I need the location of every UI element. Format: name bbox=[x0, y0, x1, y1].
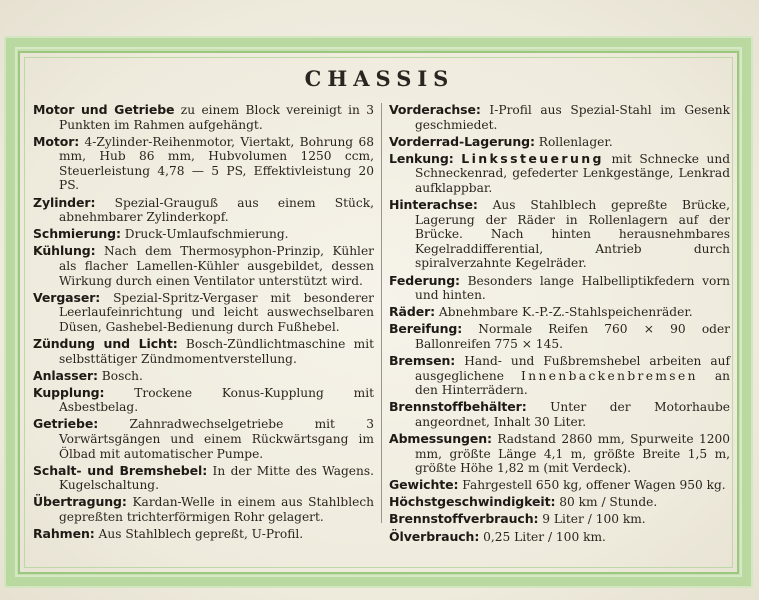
spec-text: Spezial-Grauguß aus einem Stück, abnehmbarer Zylinderkopf. bbox=[59, 195, 374, 225]
spec-text: Radstand 2860 mm, Spurweite 1200 mm, größte Länge 4,1 m, größte Breite 1,5 m, größte Höhe 1,82 m (mit Verdeck). bbox=[415, 431, 730, 476]
spec-entry-vorderachse bbox=[389, 103, 730, 132]
spec-text: mit Schnecke und Schneckenrad, gefederter Lenkgestänge, Lenkrad aufklappbar. bbox=[415, 151, 731, 195]
spec-text: Druck-Umlaufschmierung. bbox=[120, 227, 289, 242]
spec-entry-vergaser bbox=[33, 291, 374, 335]
spec-label: Abmessungen: bbox=[389, 430, 492, 446]
spec-entry-schalthebel bbox=[33, 464, 374, 493]
spec-text: Fahrgestell 650 kg, offener Wagen 950 kg. bbox=[458, 478, 726, 493]
spec-label: Lenkung: bbox=[389, 150, 454, 166]
spec-entry-kuehlung bbox=[33, 244, 374, 288]
spec-label: Federung: bbox=[389, 272, 460, 288]
spec-label: Getriebe: bbox=[33, 416, 99, 432]
spec-entry-motor bbox=[33, 135, 374, 193]
spec-entry-brennstoffverbrauch bbox=[389, 512, 730, 527]
spec-text: zu einem Block vereinigt in 3 Punkten im Rahmen aufgehängt. bbox=[59, 103, 374, 132]
right-column bbox=[389, 103, 730, 547]
spec-label: Brennstoffbehälter: bbox=[389, 399, 527, 415]
spec-label: Hinterachse: bbox=[389, 197, 478, 213]
spec-label: Ölverbrauch: bbox=[389, 528, 480, 544]
spec-label: Schalt- und Bremshebel: bbox=[33, 462, 208, 478]
spec-text: In der Mitte des Wagens. Kugelschaltung. bbox=[59, 463, 374, 493]
left-column bbox=[33, 103, 374, 544]
spec-entry-uebertragung bbox=[33, 495, 374, 524]
spec-text: Aus Stahlblech gepreßte Brücke, Lagerung der Räder in Rollenlagern auf der Brücke. Nach hinten herausnehmbares Kegelraddifferential, Antrieb durch spiralverzahnte Kegelräder. bbox=[415, 198, 730, 271]
spec-label: Bremsen: bbox=[389, 353, 456, 368]
spec-entry-abmessungen bbox=[389, 432, 730, 476]
spec-label: Rahmen: bbox=[33, 526, 95, 542]
spec-label: Anlasser: bbox=[33, 367, 98, 383]
spec-entry-vorderrad-lagerung bbox=[389, 135, 730, 150]
spec-entry-rahmen bbox=[33, 527, 374, 542]
spec-label: Zylinder: bbox=[33, 194, 96, 210]
spec-text: Kardan-Welle in einem aus Stahlblech gepreßten trichterförmigen Rohr gelagert. bbox=[59, 495, 374, 524]
spec-text: 0,25 Liter / 100 km. bbox=[479, 529, 606, 544]
spec-entry-gewichte bbox=[389, 478, 730, 493]
spec-label: Übertragung: bbox=[33, 494, 127, 510]
spec-label: Vergaser: bbox=[33, 289, 101, 305]
spec-label: Bereifung: bbox=[389, 321, 463, 337]
spec-label: Vorderachse: bbox=[389, 102, 481, 117]
spec-label: Kupplung: bbox=[33, 384, 105, 400]
spec-text: Besonders lange Halbelliptikfedern vorn und hinten. bbox=[415, 273, 730, 303]
spec-text: Unter der Motorhaube angeordnet, Inhalt 30 Liter. bbox=[415, 400, 730, 429]
spec-label: Kühlung: bbox=[33, 243, 96, 259]
spec-text: 80 km / Stunde. bbox=[555, 495, 658, 510]
spec-label: Gewichte: bbox=[389, 477, 459, 493]
column-divider bbox=[381, 103, 382, 523]
spec-label: Vorderrad-Lagerung: bbox=[389, 133, 535, 149]
spec-text: Spezial-Spritz-Vergaser mit besonderer Leerlaufeinrichtung und leicht auswechselbaren Düsen, Gashebel-Bedienung durch Fußhebel. bbox=[59, 290, 374, 334]
spec-entry-bereifung bbox=[389, 322, 730, 351]
spec-entry-getriebe bbox=[33, 417, 374, 461]
spec-entry-bremsen bbox=[389, 354, 730, 398]
spec-text: Rollenlager. bbox=[534, 134, 613, 149]
spec-entry-hoechstgeschwindigkeit bbox=[389, 495, 730, 510]
spec-entry-motor-getriebe bbox=[33, 103, 374, 132]
page-title: CHASSIS bbox=[304, 66, 455, 91]
spec-emphasis: Innenbackenbremsen bbox=[521, 368, 698, 383]
spec-label: Höchstgeschwindigkeit: bbox=[389, 494, 556, 510]
spec-label: Schmierung: bbox=[33, 226, 121, 242]
spec-text: Abnehmbare K.-P.-Z.-Stahlspeichenräder. bbox=[435, 305, 693, 320]
spec-text: Zahnradwechselgetriebe mit 3 Vorwärtsgängen und einem Rückwärtsgang im Ölbad mit automatischer Pumpe. bbox=[59, 417, 374, 461]
spec-label: Motor und Getriebe bbox=[33, 102, 175, 117]
spec-entry-anlasser bbox=[33, 369, 374, 384]
spec-entry-zylinder bbox=[33, 196, 374, 225]
spec-emphasis: Linkssteuerung bbox=[461, 150, 604, 166]
spec-entry-oelverbrauch bbox=[389, 530, 730, 545]
spec-text: Bosch-Zündlichtmaschine mit selbsttätiger Zündmomentverstellung. bbox=[59, 336, 374, 366]
spec-label: Räder: bbox=[389, 304, 436, 320]
spec-entry-zuendung bbox=[33, 337, 374, 366]
spec-text: Hand- und Fußbremshebel arbeiten auf ausgeglichene bbox=[415, 354, 730, 383]
spec-text: Bosch. bbox=[97, 368, 143, 383]
spec-entry-hinterachse bbox=[389, 198, 730, 271]
spec-text: an den Hinterrädern. bbox=[415, 368, 730, 398]
spec-text: Normale Reifen 760 × 90 oder Ballonreifen 775 × 145. bbox=[415, 322, 730, 351]
spec-label: Motor: bbox=[33, 133, 80, 149]
spec-text: Nach dem Thermosyphon-Prinzip, Kühler als flacher Lamellen-Kühler ausgebildet, dessen Wirkung durch einen Ventilator unterstützt wird. bbox=[59, 244, 374, 288]
spec-entry-lenkung bbox=[389, 152, 730, 196]
spec-label: Brennstoffverbrauch: bbox=[389, 511, 539, 527]
spec-label: Zündung und Licht: bbox=[33, 335, 178, 351]
spec-entry-federung bbox=[389, 274, 730, 303]
spec-entry-kupplung bbox=[33, 386, 374, 415]
spec-entry-brennstoffbehaelter bbox=[389, 400, 730, 429]
spec-entry-schmierung bbox=[33, 227, 374, 242]
spec-text: 4-Zylinder-Reihenmotor, Viertakt, Bohrung 68 mm, Hub 86 mm, Hubvolumen 1250 ccm, Steuerleistung 4,78 — 5 PS, Effektivleistung 20 PS. bbox=[59, 134, 374, 193]
spec-text: Aus Stahlblech gepreßt, U-Profil. bbox=[94, 527, 304, 542]
spec-text: 9 Liter / 100 km. bbox=[538, 512, 646, 527]
spec-text: Trockene Konus-Kupplung mit Asbestbelag. bbox=[59, 385, 374, 415]
spec-entry-raeder bbox=[389, 305, 730, 320]
spec-text: I-Profil aus Spezial-Stahl im Gesenk geschmiedet. bbox=[415, 103, 730, 132]
